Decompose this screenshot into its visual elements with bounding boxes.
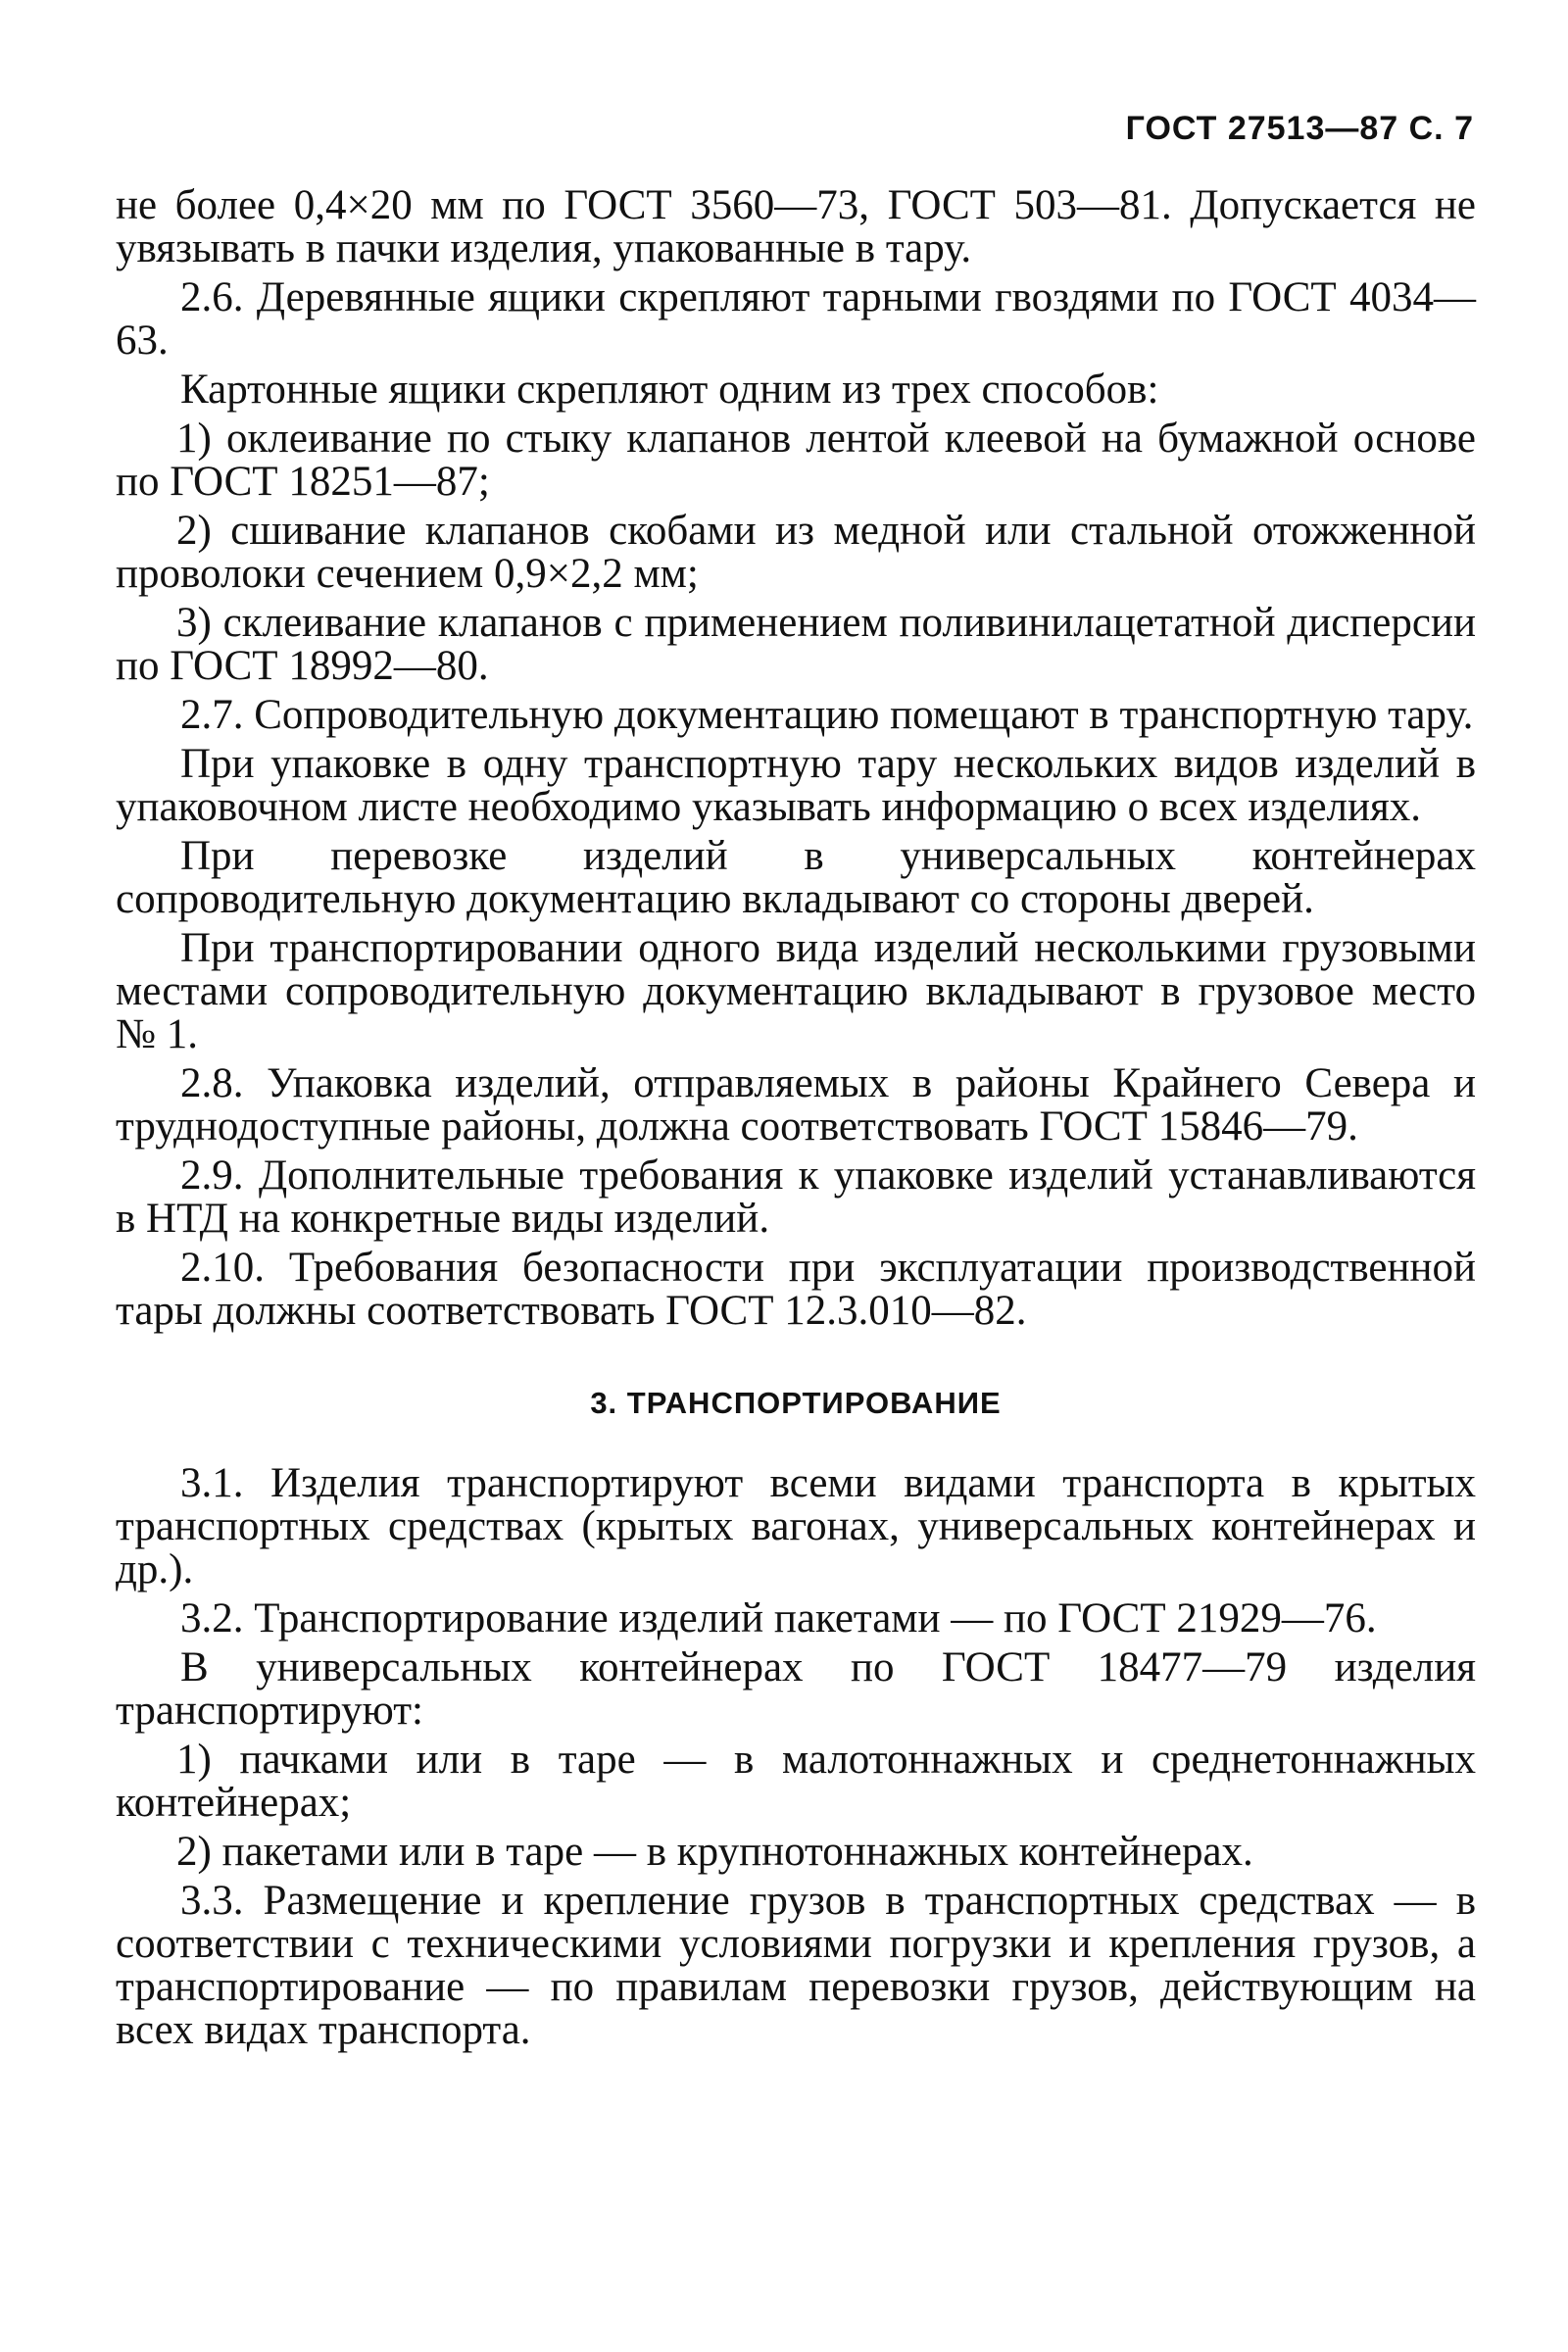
transport-list-item-2: 2) пакетами или в таре — в крупнотоннажных контейнерах.: [176, 1829, 1253, 1875]
paragraph-universal-containers: В универсальных контейнерах по ГОСТ 18477—79 изделия транспортируют:: [116, 1644, 1476, 1734]
list-item-2: 2) сшивание клапанов скобами из медной или стальной отожженной проволоки сечением 0,9×2,2 мм;: [116, 508, 1476, 597]
paragraph-cardboard-boxes: Картонные ящики скрепляют одним из трех способов:: [180, 367, 1159, 413]
paragraph-continuation: не более 0,4×20 мм по ГОСТ 3560—73, ГОСТ 503—81. Допускается не увязывать в пачки изделия, упакованные в тару.: [116, 182, 1476, 271]
paragraph-3-3: 3.3. Размещение и крепление грузов в транспортных средствах — в соответствии с техническими условиями погрузки и крепления грузов, а транспортирование — по правилам перевозки грузов, действующим на всех видах транспорта.: [116, 1878, 1476, 2053]
section-title: 3. ТРАНСПОРТИРОВАНИЕ: [590, 1386, 1002, 1420]
paragraph-3-1: 3.1. Изделия транспортируют всеми видами транспорта в крытых транспортных средствах (крытых вагонах, универсальных контейнерах и др.).: [116, 1460, 1476, 1592]
transport-list-item-1: 1) пачками или в таре — в малотоннажных и среднетоннажных контейнерах;: [116, 1737, 1476, 1826]
list-item-1: 1) оклеивание по стыку клапанов лентой клеевой на бумажной основе по ГОСТ 18251—87;: [116, 416, 1476, 505]
paragraph-2-6: 2.6. Деревянные ящики скрепляют тарными гвоздями по ГОСТ 4034—63.: [116, 274, 1476, 364]
paragraph-3-2: 3.2. Транспортирование изделий пакетами — по ГОСТ 21929—76.: [180, 1595, 1377, 1642]
paragraph-cargo-place: При транспортировании одного вида изделий несколькими грузовыми местами сопроводительную документацию вкладывают в грузовое место № 1.: [116, 925, 1476, 1057]
paragraph-2-9: 2.9. Дополнительные требования к упаковке изделий устанавливаются в НТД на конкретные виды изделий.: [116, 1152, 1476, 1242]
paragraph-packing-list: При упаковке в одну транспортную тару нескольких видов изделий в упаковочном листе необходимо указывать информацию о всех изделиях.: [116, 741, 1476, 830]
body-text: [116, 184, 1476, 2058]
paragraph-2-7: 2.7. Сопроводительную документацию помещают в транспортную тару.: [180, 692, 1474, 738]
list-item-3: 3) склеивание клапанов с применением поливинилацетатной дисперсии по ГОСТ 18992—80.: [116, 600, 1476, 689]
paragraph-2-10: 2.10. Требования безопасности при эксплуатации производственной тары должны соответствовать ГОСТ 12.3.010—82.: [116, 1245, 1476, 1334]
running-header: ГОСТ 27513—87 С. 7: [1125, 110, 1474, 147]
paragraph-2-8: 2.8. Упаковка изделий, отправляемых в районы Крайнего Севера и труднодоступные районы, должна соответствовать ГОСТ 15846—79.: [116, 1060, 1476, 1150]
paragraph-containers: При перевозке изделий в универсальных контейнерах сопроводительную документацию вкладывают со стороны дверей.: [116, 833, 1476, 922]
